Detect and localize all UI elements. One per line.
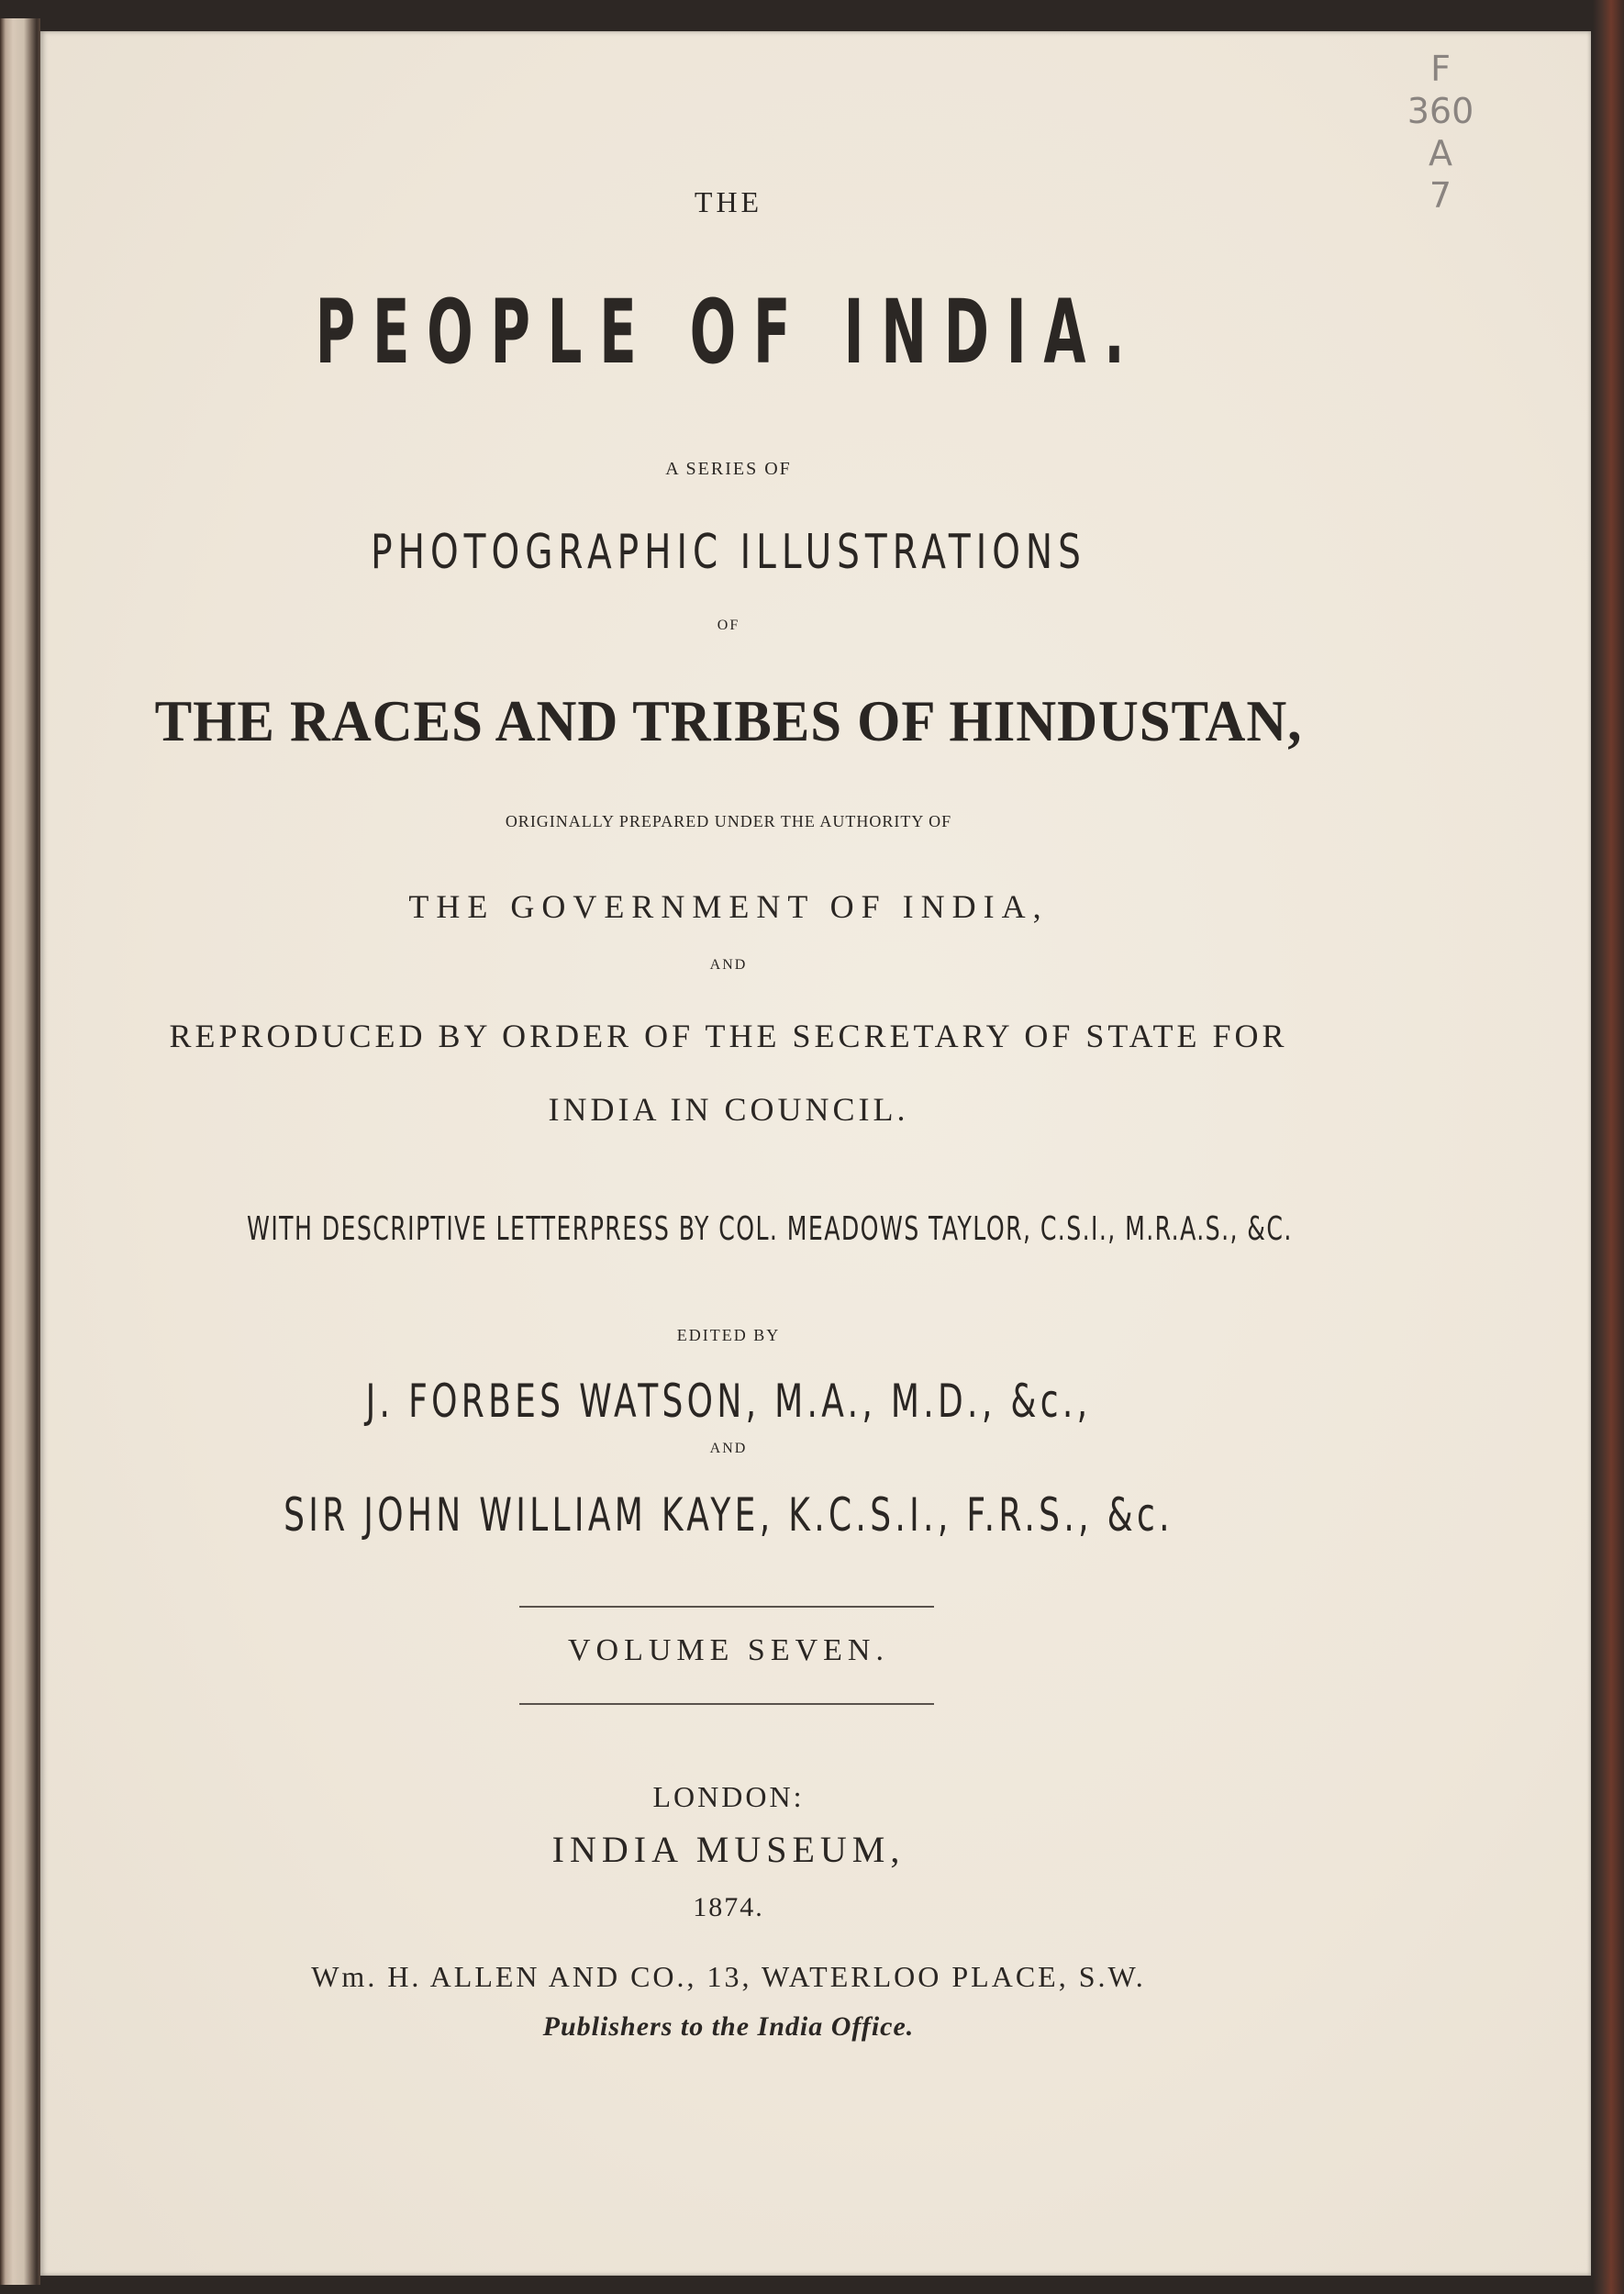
reproduced-line-2: INDIA IN COUNCIL. bbox=[548, 1091, 909, 1128]
shelfmark-line: 7 bbox=[1429, 175, 1452, 216]
connector-and: AND bbox=[709, 1441, 748, 1456]
title-article: THE bbox=[694, 185, 763, 218]
publisher-note: Publishers to the India Office. bbox=[542, 2011, 915, 2042]
title-page bbox=[40, 31, 1591, 2276]
imprint-city: LONDON: bbox=[652, 1780, 805, 1813]
book-binding-edge bbox=[0, 18, 40, 2285]
shelfmark-line: F bbox=[1430, 49, 1451, 89]
book-subtitle: PHOTOGRAPHIC ILLUSTRATIONS bbox=[371, 525, 1086, 580]
subtitle-races: THE RACES AND TRIBES OF HINDUSTAN, bbox=[154, 688, 1303, 753]
letterpress-credit: WITH DESCRIPTIVE LETTERPRESS BY COL. MEADOWS TAYLOR, C.S.I., M.R.A.S., &C. bbox=[247, 1210, 1293, 1248]
authority-note: ORIGINALLY PREPARED UNDER THE AUTHORITY OF bbox=[505, 812, 952, 830]
imprint-year: 1874. bbox=[693, 1892, 764, 1922]
connector-and: AND bbox=[709, 957, 748, 973]
book-title: PEOPLE OF INDIA. bbox=[315, 281, 1142, 384]
series-intro: A SERIES OF bbox=[665, 459, 792, 479]
shelfmark-line: 360 bbox=[1407, 91, 1474, 131]
publisher-line: Wm. H. ALLEN AND CO., 13, WATERLOO PLACE, S.W. bbox=[311, 1960, 1146, 1993]
reproduced-line-1: REPRODUCED BY ORDER OF THE SECRETARY OF STATE FOR bbox=[169, 1018, 1288, 1054]
divider-rule bbox=[519, 1703, 934, 1705]
connector-of: OF bbox=[717, 618, 740, 633]
divider-rule bbox=[519, 1606, 934, 1608]
shelfmark-line: A bbox=[1429, 133, 1452, 173]
government-line: THE GOVERNMENT OF INDIA, bbox=[408, 888, 1049, 925]
editor-forbes-watson: J. FORBES WATSON, M.A., M.D., &c., bbox=[365, 1375, 1092, 1428]
book-cover-edge bbox=[1593, 0, 1624, 2294]
volume-label: VOLUME SEVEN. bbox=[568, 1633, 889, 1667]
imprint-institution: INDIA MUSEUM, bbox=[551, 1829, 906, 1870]
edited-by-label: EDITED BY bbox=[676, 1326, 781, 1344]
editor-kaye: SIR JOHN WILLIAM KAYE, K.C.S.I., F.R.S., &c. bbox=[284, 1488, 1174, 1542]
